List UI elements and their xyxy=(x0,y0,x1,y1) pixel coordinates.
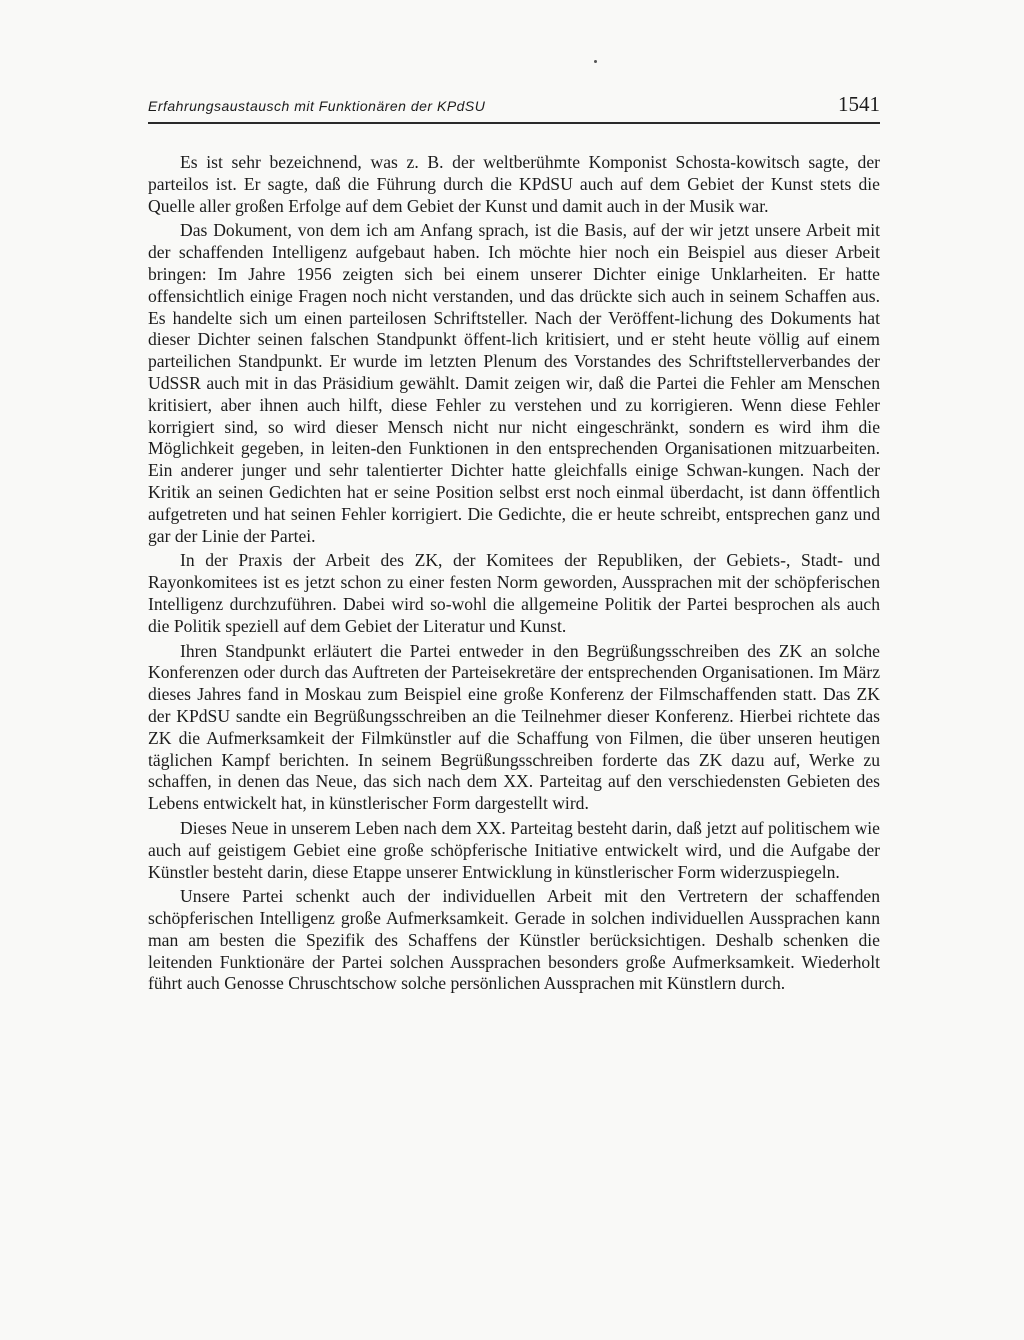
print-speck xyxy=(594,60,597,63)
paragraph-4: Ihren Standpunkt erläutert die Partei entweder in den Begrüßungsschreiben des ZK an solche Konferenzen oder durch das Auftreten der Parteisekretäre der entsprechenden Organisationen. Im März dieses Jahres fand in Moskau zum Beispiel eine große Konferenz der Filmschaffenden statt. Das ZK der KPdSU sandte ein Begrüßungsschreiben an die Teilnehmer dieser Konferenz. Hierbei richtete das ZK die Aufmerksamkeit der Filmkünstler auf die Schaffung von Filmen, die über unseren heutigen täglichen Kampf berichten. In seinem Begrüßungsschreiben forderte das ZK dazu auf, Werke zu schaffen, in denen das Neue, das sich nach dem XX. Parteitag auf den verschiedensten Gebieten des Lebens entwickelt hat, in künstlerischer Form dargestellt wird. xyxy=(148,640,880,814)
paragraph-2: Das Dokument, von dem ich am Anfang sprach, ist die Basis, auf der wir jetzt unsere Arbeit mit der schaffenden Intelligenz aufgebaut haben. Ich möchte hier noch ein Beispiel aus dieser Arbeit bringen: Im Jahre 1956 zeigten sich bei einem unserer Dichter einige Unklarheiten. Er hatte offensichtlich einige Fragen noch nicht verstanden, und das drückte sich auch in seinem Schaffen aus. Es handelte sich um einen parteilosen Schriftsteller. Nach der Veröffent-lichung des Dokuments hat dieser Dichter seinen falschen Standpunkt öffent-lich kritisiert, und er steht heute völlig auf einem parteilichen Standpunkt. Er wurde im letzten Plenum des Vorstandes des Schriftstellerverbandes der UdSSR auch mit in das Präsidium gewählt. Damit zeigen wir, daß die Partei die Fehler am Menschen kritisiert, aber ihnen auch hilft, diese Fehler zu verstehen und zu korrigieren. Wenn diese Fehler korrigiert sind, so wird dieser Mensch nicht nur nicht eingeschränkt, sondern es wird ihm die Möglichkeit gegeben, in leiten-den Funktionen in den entsprechenden Organisationen mitzuarbeiten. Ein anderer junger und sehr talentierter Dichter hatte gleichfalls einige Schwan-kungen. Nach der Kritik an seinen Gedichten hat er seine Position selbst erst noch einmal überdacht, ist dann öffentlich aufgetreten und hat seinen Fehler korrigiert. Die Gedichte, die er heute schreibt, entsprechen ganz und gar der Linie der Partei. xyxy=(148,220,880,546)
page-number: 1541 xyxy=(838,92,880,116)
running-title: Erfahrungsaustausch mit Funktionären der KPdSU xyxy=(148,98,486,114)
body-text xyxy=(148,152,880,995)
paragraph-3: In der Praxis der Arbeit des ZK, der Komitees der Republiken, der Gebiets-, Stadt- und Rayonkomitees ist es jetzt schon zu einer festen Norm geworden, Aussprachen mit der schöpferischen Intelligenz durchzuführen. Dabei wird so-wohl die allgemeine Politik der Partei besprochen als auch die Politik speziell auf dem Gebiet der Literatur und Kunst. xyxy=(148,550,880,636)
paragraph-6: Unsere Partei schenkt auch der individuellen Arbeit mit den Vertretern der schaffenden schöpferischen Intelligenz große Aufmerksamkeit. Gerade in solchen individuellen Aussprachen kann man am besten die Spezifik des Schaffens der Künstler berücksichtigen. Deshalb schenken die leitenden Funktionäre der Partei solchen Aussprachen besonders große Aufmerksamkeit. Wiederholt führt auch Genosse Chruschtschow solche persönlichen Aussprachen mit Künstlern durch. xyxy=(148,886,880,994)
paragraph-5: Dieses Neue in unserem Leben nach dem XX. Parteitag besteht darin, daß jetzt auf politischem wie auch auf geistigem Gebiet eine große schöpferische Initiative entwickelt wird, und die Aufgabe der Künstler besteht darin, diese Etappe unserer Entwicklung in künstlerischer Form widerzuspiegeln. xyxy=(148,817,880,882)
paragraph-1: Es ist sehr bezeichnend, was z. B. der weltberühmte Komponist Schosta-kowitsch sagte, der parteilos ist. Er sagte, daß die Führung durch die KPdSU auch auf dem Gebiet der Kunst stets die Quelle aller großen Erfolge auf dem Gebiet der Kunst und damit auch in der Musik war. xyxy=(148,152,880,216)
page-header xyxy=(148,92,880,124)
